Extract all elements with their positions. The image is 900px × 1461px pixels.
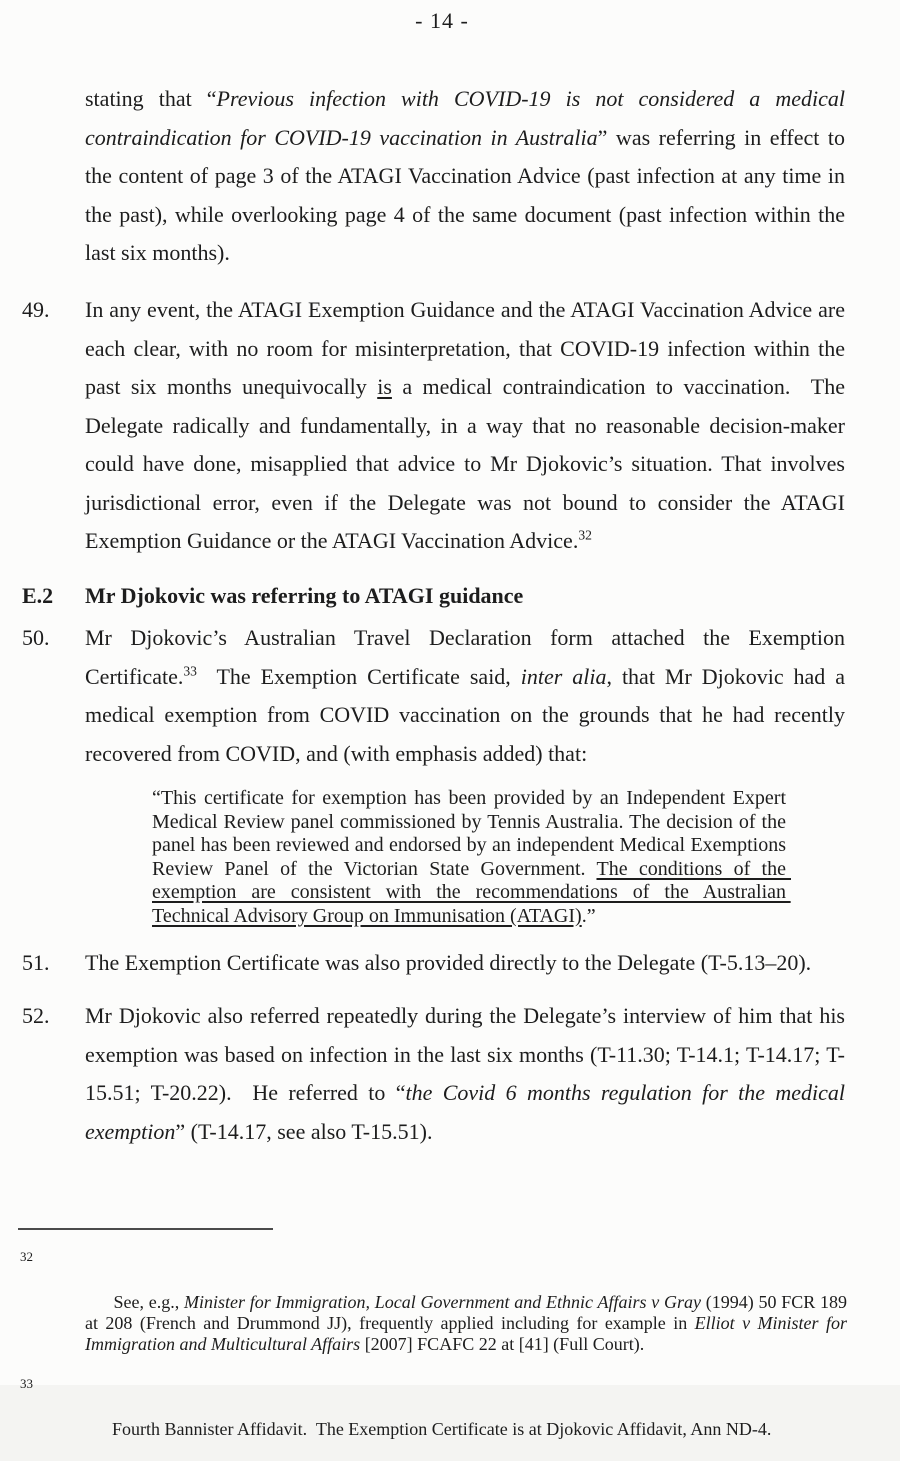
- footnote-33: [20, 1376, 847, 1461]
- section-heading-text: Mr Djokovic was referring to ATAGI guidance: [85, 583, 524, 608]
- paragraph-text: Mr Djokovic also referred repeatedly during the Delegate’s interview of him that his exemption was based on infection in the last six months (T-11.30; T-14.1; T-14.17; T-15.51; T-20.22). He referred to “the Covid 6 months regulation for the medical exemption” (T-14.17, see also T-15.51).: [85, 1003, 851, 1144]
- paragraph-52: [22, 997, 851, 1151]
- footnote-32: [20, 1249, 852, 1376]
- paragraph-number: 51.: [22, 950, 50, 975]
- footnotes-section: [0, 1250, 900, 1461]
- block-quote: [152, 787, 791, 928]
- footnote-number: 32: [20, 1249, 33, 1264]
- paragraph-text: In any event, the ATAGI Exemption Guidance and the ATAGI Vaccination Advice are each clear, with no room for misinterpretation, that COVID-19 infection within the past six months unequivocally is a medical contraindication to vaccination. The Delegate radically and fundamentally, in a way that no reasonable decision-maker could have done, misapplied that advice to Mr Djokovic’s situation. That involves jurisdictional error, even if the Delegate was not bound to consider the ATAGI Exemption Guidance or the ATAGI Vaccination Advice.$^{32}$: [85, 297, 851, 553]
- paragraph-51: [22, 944, 845, 983]
- footnote-divider: [18, 1228, 273, 1230]
- paragraph-50: [22, 619, 851, 773]
- paragraph-text: The Exemption Certificate was also provided directly to the Delegate (T-5.13–20).: [85, 950, 812, 975]
- footnote-number: 33: [20, 1376, 33, 1391]
- footnote-text: See, e.g., Minister for Immigration, Local Government and Ethnic Affairs v Gray (1994) 50 FCR 189 at 208 (French and Drummond JJ), frequently applied including for example in Elliot v Minister for Immigration and Multicultural Affairs [2007] FCAFC 22 at [41] (Full Court).: [85, 1292, 852, 1354]
- paragraph-number: 50.: [22, 625, 50, 650]
- page-number: - 14 -: [415, 8, 469, 33]
- section-heading-e2: [22, 577, 845, 616]
- paragraph-text: Mr Djokovic’s Australian Travel Declaration form attached the Exemption Certificate.$^{33}$ The Exemption Certificate said, inter alia, that Mr Djokovic had a medical exemption from COVID vaccination on the grounds that he had recently recovered from COVID, and (with emphasis added) that:: [85, 625, 851, 766]
- paragraph-text: stating that “Previous infection with COVID-19 is not considered a medical contraindication for COVID-19 vaccination in Australia” was referring in effect to the content of page 3 of the ATAGI Vaccination Advice (past infection at any time in the past), while overlooking page 4 of the same document (past infection within the last six months).: [85, 86, 851, 265]
- section-heading-number: E.2: [22, 583, 54, 608]
- paragraph-continuation: [85, 80, 851, 273]
- paragraph-49: [22, 291, 851, 561]
- paragraph-number: 52.: [22, 1003, 50, 1028]
- paragraph-number: 49.: [22, 297, 50, 322]
- footnote-text: Fourth Bannister Affidavit. The Exemption Certificate is at Djokovic Affidavit, Ann ND-4.: [112, 1419, 772, 1439]
- block-quote-text: “This certificate for exemption has been provided by an Independent Expert Medical Review panel commissioned by Tennis Australia. The decision of the panel has been reviewed and endorsed by an independent Medical Exemptions Review Panel of the Victorian State Government. The conditions of the exemption are consistent with the recommendations of the Australian Technical Advisory Group on Immunisation (ATAGI).”: [152, 787, 791, 927]
